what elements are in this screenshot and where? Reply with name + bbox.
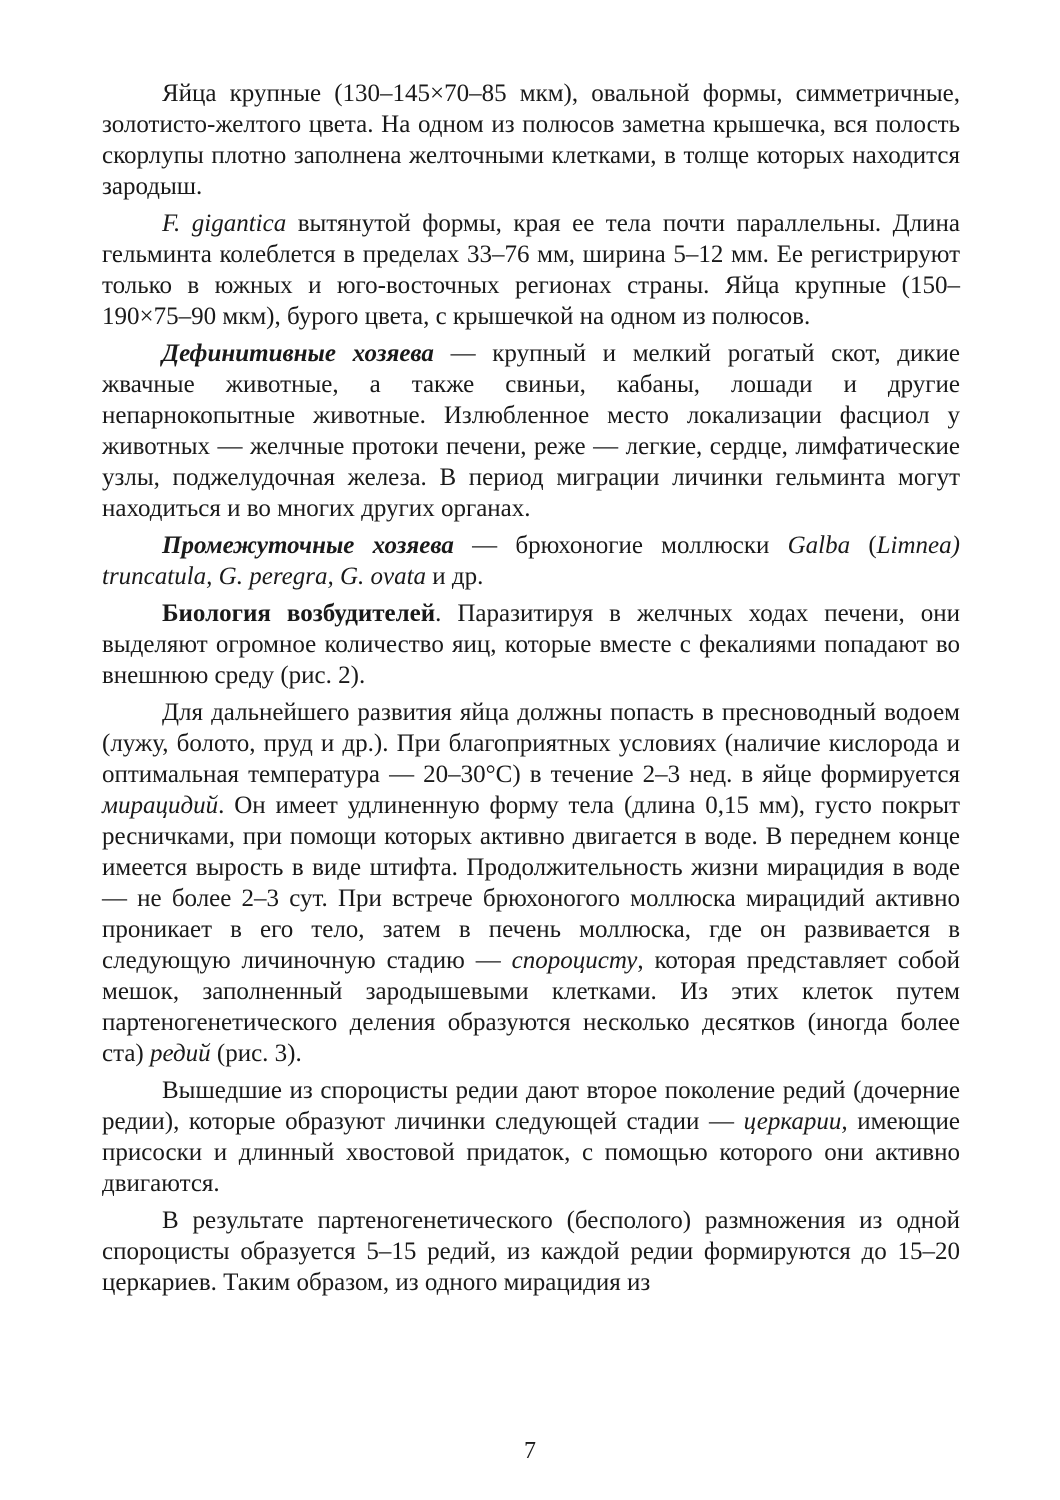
paragraph-text: Для дальнейшего развития яйца должны попасть в пресноводный водоем (лужу, болото, пруд и др.). При благоприятных условиях (наличие кислорода и оптимальная температура — 20–30°С) в течение 2–3 нед. в яйце формируется xyxy=(102,699,960,788)
paragraph-text: — брюхоногие моллюски xyxy=(453,532,788,559)
paragraph-intermediate-hosts xyxy=(102,530,960,592)
page-number: 7 xyxy=(524,1438,536,1464)
term-miracidium: мирацидий xyxy=(102,792,219,819)
species-name: Limnea) truncatula, G. peregra, G. ovata xyxy=(102,532,960,590)
paragraph-text: В результате партеногенетического (бесполого) размножения из одной спороцисты образуется 5–15 редий, из каждой редии формируются до 15–20 церкариев. Таким образом, из одного мирацидия из xyxy=(102,1207,960,1296)
paragraph-text: ( xyxy=(850,532,877,559)
term-sporocyst: спороцисту xyxy=(511,947,638,974)
paragraph-development xyxy=(102,697,960,1069)
paragraph-text: вытянутой формы, края ее тела почти параллельны. Длина гельминта колеблется в пределах 33–76 мм, ширина 5–12 мм. Ее регистрируют только в южных и юго-восточных регионах страны. Яйца крупные (150–190×75–90 мкм), бурого цвета, с крышечкой на одном из полюсов. xyxy=(102,210,960,330)
paragraph-text: имеющие присоски и длинный хвостовой придаток, с помощью которого они активно двигаются. xyxy=(102,1108,960,1197)
paragraph-text: Яйца крупные (130–145×70–85 мкм), овальной формы, симметричные, золотисто-желтого цвета. На одном из полюсов заметна крышечка, вся полость скорлупы плотно заполнена желточными клетками, в толще которых находится зародыш. xyxy=(102,80,960,200)
paragraph-text: — крупный и мелкий рогатый скот, дикие жвачные животные, а также свиньи, кабаны, лошади и другие непарнокопытные животные. Излюбленное место локализации фасциол у животных — желчные протоки печени, реже — легкие, сердце, лимфатические узлы, поджелудочная железа. В период миграции личинки гельминта могут находиться и во многих других органах. xyxy=(102,340,960,522)
paragraph-reproduction xyxy=(102,1205,960,1298)
paragraph-text: (рис. 3). xyxy=(210,1040,302,1067)
term-cercariae: церкарии, xyxy=(743,1108,848,1135)
paragraph-cercariae xyxy=(102,1075,960,1199)
paragraph-text: . Он имеет удлиненную форму тела (длина 0,15 мм), густо покрыт ресничками, при помощи которых активно двигается в воде. В переднем конце имеется вырость в виде штифта. Продолжительность жизни мирацидия в воде — не более 2–3 сут. При встрече брюхоногого моллюска мирацидий активно проникает в его тело, затем в печень моллюска, где он развивается в следующую личиночную стадию — xyxy=(102,792,960,974)
paragraph-definitive-hosts xyxy=(102,338,960,524)
paragraph-text: Вышедшие из спороцисты редии дают второе поколение редий (дочерние редии), которые образуют личинки следующей стадии — xyxy=(102,1077,960,1135)
term-intermediate-hosts: Промежуточные хозяева xyxy=(162,532,454,559)
term-redia: редий xyxy=(150,1040,211,1067)
species-name: Galba xyxy=(787,532,851,559)
page-body xyxy=(102,72,960,1304)
paragraph-biology xyxy=(102,598,960,691)
term-definitive-hosts: Дефинитивные хозяева xyxy=(162,340,434,367)
species-name: F. gigantica xyxy=(162,210,287,237)
term-biology: Биология возбудителей xyxy=(162,600,436,627)
paragraph-egg-description xyxy=(102,78,960,202)
paragraph-text: , которая представляет собой мешок, заполненный зародышевыми клетками. Из этих клеток путем партеногенетического деления образуются несколько десятков (иногда более ста) xyxy=(102,947,960,1067)
paragraph-text: . Паразитируя в желчных ходах печени, они выделяют огромное количество яиц, которые вместе с фекалиями попадают во внешнюю среду (рис. 2). xyxy=(102,600,960,689)
paragraph-f-gigantica xyxy=(102,208,960,332)
paragraph-text: и др. xyxy=(426,563,484,590)
